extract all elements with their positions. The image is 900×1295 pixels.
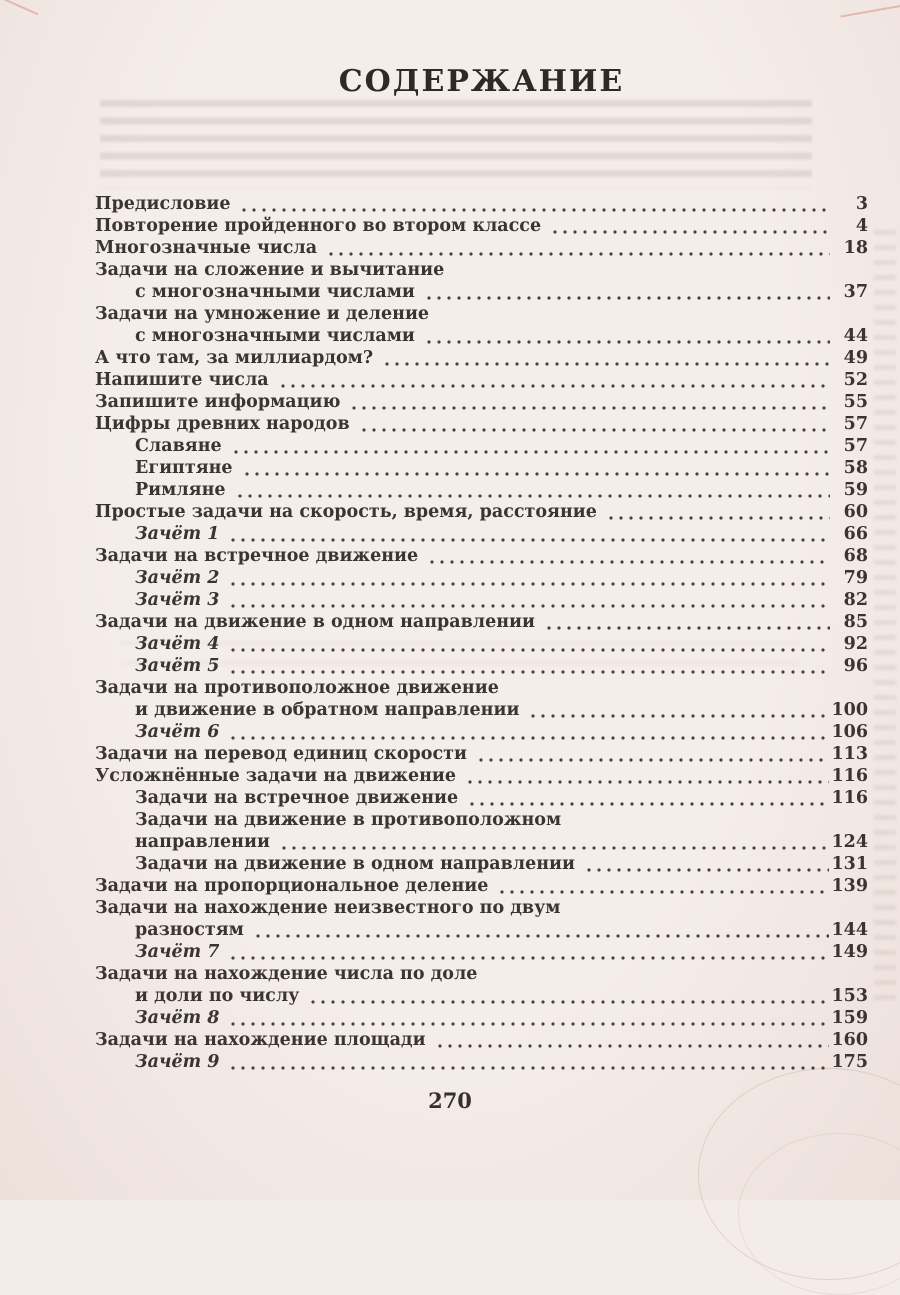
dot-leader [228,949,829,963]
toc-entry-title: Задачи на пропорциональное деление [95,876,489,896]
dot-leader [427,553,830,567]
toc-entry [95,655,868,677]
toc-page-number: 106 [831,722,868,742]
toc-entry [95,765,868,787]
toc-page-number: 57 [843,414,868,434]
dot-leader [435,1037,830,1051]
toc-page-number: 160 [831,1030,868,1050]
toc-entry [95,193,868,215]
dot-leader [476,751,830,765]
toc-entry [95,479,868,501]
toc-entry-title: Многозначные числа [95,238,318,258]
dot-leader [228,531,830,545]
toc-entry [95,325,868,347]
dot-leader [278,377,830,391]
toc-page-number: 66 [843,524,868,544]
toc-entry [95,787,868,809]
toc-page-number: 153 [831,986,868,1006]
table-of-contents [95,64,868,1073]
toc-page-number: 68 [843,546,868,566]
toc-entry-title: направлении [135,832,270,852]
toc-page-number: 55 [843,392,868,412]
toc-entry-title: Зачёт 8 [135,1008,220,1028]
dot-leader [228,641,830,655]
toc-entry [95,919,868,941]
dot-leader [231,443,830,457]
dot-leader [228,1059,829,1073]
dot-leader [228,663,830,677]
toc-entry-title: Задачи на нахождение неизвестного по двум [95,898,561,918]
toc-page-number: 149 [831,942,868,962]
toc-page-number: 58 [843,458,868,478]
toc-entry-title: Задачи на движение в противоположном [135,810,562,830]
toc-page-number: 57 [843,436,868,456]
toc-entry [95,699,868,721]
toc-entry [95,413,868,435]
toc-entry-title: Славяне [135,436,222,456]
dot-leader [465,773,829,787]
toc-entry [95,457,868,479]
toc-entry [95,853,868,875]
dot-leader [424,333,830,347]
toc-entry [95,281,868,303]
dot-leader [253,927,830,941]
toc-entry-title: А что там, за миллиардом? [95,348,374,368]
toc-page-number: 175 [831,1052,868,1072]
toc-entry-title: Зачёт 3 [135,590,220,610]
toc-entry [95,567,868,589]
bleedthrough-artifact [874,230,896,1010]
dot-leader [235,487,830,501]
page-number-footer: 270 [428,1088,472,1113]
toc-entry [95,633,868,655]
toc-entry-title: Задачи на умножение и деление [95,304,430,324]
toc-page-number: 44 [843,326,868,346]
toc-entry-title: Задачи на противоположное движение [95,678,499,698]
toc-entry-title: Задачи на движение в одном направлении [95,612,536,632]
toc-entry [95,523,868,545]
toc-page-number: 60 [843,502,868,522]
toc-entry [95,941,868,963]
toc-page-number: 92 [843,634,868,654]
dot-leader [544,619,830,633]
toc-entry-title: Египтяне [135,458,233,478]
toc-entry [95,875,868,897]
toc-entry [95,611,868,633]
dot-leader [382,355,830,369]
dot-leader [279,839,830,853]
toc-entry [95,237,868,259]
dot-leader [424,289,830,303]
toc-page-number: 18 [843,238,868,258]
toc-entry-title: и движение в обратном направлении [135,700,520,720]
toc-entry-title: Задачи на встречное движение [95,546,419,566]
toc-page-number: 82 [843,590,868,610]
dot-leader [308,993,829,1007]
toc-entry-title: Задачи на встречное движение [135,788,459,808]
toc-page-number: 124 [831,832,868,852]
toc-page-number: 79 [843,568,868,588]
toc-entry-title: Зачёт 4 [135,634,220,654]
page-title: СОДЕРЖАНИЕ [338,64,625,99]
toc-page-number: 131 [831,854,868,874]
toc-page-number: 139 [831,876,868,896]
toc-entry [95,435,868,457]
toc-entry [95,303,868,325]
toc-entry-title: Зачёт 6 [135,722,220,742]
scan-edge-artifact [0,0,38,15]
toc-entry-title: Зачёт 5 [135,656,220,676]
toc-entry-title: Запишите информацию [95,392,341,412]
toc-entry [95,677,868,699]
toc-entry [95,897,868,919]
dot-leader [228,597,830,611]
toc-page-number: 52 [843,370,868,390]
dot-leader [239,201,830,215]
scan-edge-artifact [840,4,900,17]
dot-leader [528,707,829,721]
toc-entry-title: Напишите числа [95,370,269,390]
toc-entry [95,259,868,281]
toc-entry-title: Задачи на нахождение площади [95,1030,426,1050]
toc-page-number: 4 [855,216,868,236]
toc-entry-title: Предисловие [95,194,231,214]
dot-leader [326,245,830,259]
toc-page-number: 100 [831,700,868,720]
dot-leader [497,883,829,897]
dot-leader [467,795,829,809]
toc-entry-title: Зачёт 2 [135,568,220,588]
toc-entry [95,501,868,523]
toc-list [95,193,868,1073]
dot-leader [349,399,830,413]
toc-page-number: 49 [843,348,868,368]
toc-page-number: 116 [831,766,868,786]
dot-leader [228,729,829,743]
toc-entry [95,743,868,765]
toc-entry [95,831,868,853]
toc-page-number: 159 [831,1008,868,1028]
dot-leader [228,1015,829,1029]
toc-entry-title: Усложнённые задачи на движение [95,766,457,786]
toc-page-number: 3 [855,194,868,214]
toc-page-number: 96 [843,656,868,676]
toc-page-number: 116 [831,788,868,808]
dot-leader [550,223,830,237]
toc-page-number: 85 [843,612,868,632]
toc-entry [95,545,868,567]
toc-entry-title: с многозначными числами [135,326,415,346]
toc-entry-title: Римляне [135,480,226,500]
toc-entry [95,985,868,1007]
toc-entry-title: Задачи на сложение и вычитание [95,260,445,280]
dot-leader [584,861,829,875]
toc-entry-title: и доли по числу [135,986,300,1006]
toc-entry [95,347,868,369]
toc-entry-title: Задачи на нахождение числа по доле [95,964,478,984]
toc-entry-title: Повторение пройденного во втором классе [95,216,542,236]
toc-entry [95,369,868,391]
dot-leader [242,465,830,479]
toc-entry-title: Цифры древних народов [95,414,350,434]
dot-leader [359,421,830,435]
toc-entry [95,215,868,237]
toc-page-number: 144 [831,920,868,940]
toc-page-number: 59 [843,480,868,500]
toc-entry-title: разностям [135,920,244,940]
toc-entry [95,1007,868,1029]
toc-entry [95,963,868,985]
toc-entry-title: Зачёт 1 [135,524,220,544]
toc-entry [95,1029,868,1051]
toc-page-number: 37 [843,282,868,302]
toc-entry [95,391,868,413]
toc-page-number: 113 [831,744,868,764]
toc-entry-title: Задачи на перевод единиц скорости [95,744,467,764]
dot-leader [606,509,830,523]
toc-entry [95,809,868,831]
toc-entry-title: Зачёт 9 [135,1052,220,1072]
toc-entry [95,589,868,611]
toc-entry-title: с многозначными числами [135,282,415,302]
toc-entry [95,721,868,743]
dot-leader [228,575,830,589]
toc-entry-title: Задачи на движение в одном направлении [135,854,576,874]
toc-entry-title: Зачёт 7 [135,942,220,962]
toc-entry [95,1051,868,1073]
toc-entry-title: Простые задачи на скорость, время, расстояние [95,502,597,522]
